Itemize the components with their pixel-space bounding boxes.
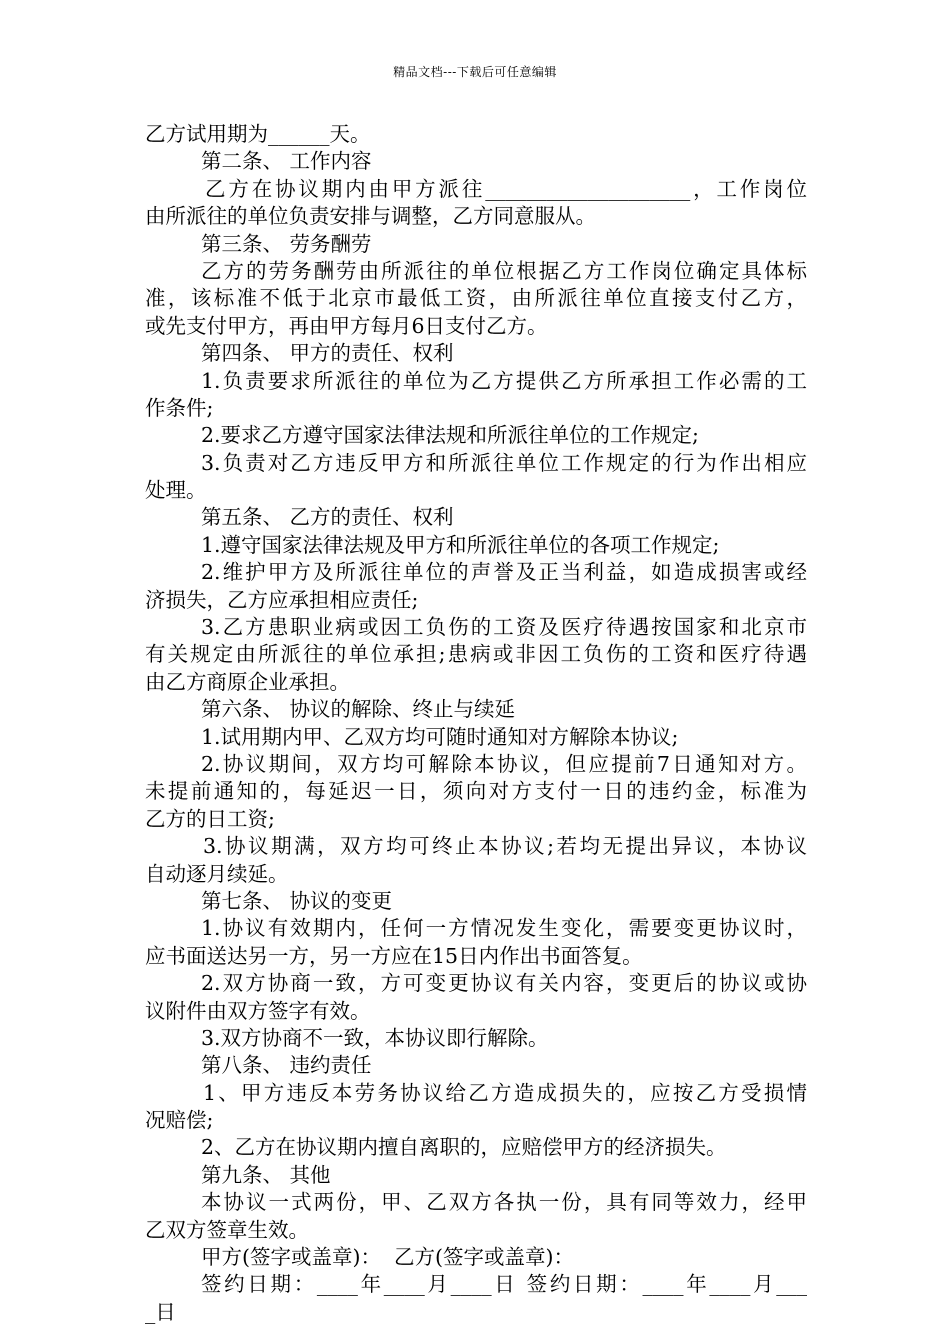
- paragraph-line: 乙方试用期为______天。: [145, 122, 371, 146]
- document-body: [145, 121, 807, 1326]
- section-heading: 第三条、 劳务酬劳: [201, 231, 372, 256]
- paragraph-line: 作条件;: [145, 395, 214, 420]
- paragraph-line: 议附件由双方签字有效。: [145, 998, 371, 1023]
- paragraph-line: 济损失，乙方应承担相应责任;: [145, 587, 419, 612]
- paragraph-line: 签约日期：____年____月____日 签约日期：____年____月___: [201, 1272, 807, 1297]
- paragraph-line: 乙方的日工资;: [145, 806, 275, 831]
- paragraph-line: 乙双方签章生效。: [145, 1217, 309, 1242]
- paragraph-line: 2.双方协商一致，方可变更协议有关内容，变更后的协议或协: [201, 971, 807, 996]
- paragraph-line: 1.遵守国家法律法规及甲方和所派往单位的各项工作规定;: [201, 532, 720, 557]
- paragraph-line: 自动逐月续延。: [145, 861, 289, 886]
- paragraph-line: 2.要求乙方遵守国家法律法规和所派往单位的工作规定;: [201, 423, 699, 448]
- section-heading: 第七条、 协议的变更: [201, 888, 393, 913]
- paragraph-line: 由乙方商原企业承担。: [145, 669, 350, 694]
- paragraph-line: 处理。: [145, 478, 207, 503]
- section-heading: 第四条、 甲方的责任、权利: [201, 341, 454, 366]
- paragraph-line: 2、乙方在协议期内擅自离职的，应赔偿甲方的经济损失。: [201, 1135, 727, 1160]
- section-heading: 第九条、 其他: [201, 1162, 331, 1187]
- paragraph-line: 1.试用期内甲、乙双方均可随时通知对方解除本协议;: [201, 724, 679, 749]
- paragraph-line: 本协议一式两份，甲、乙双方各执一份，具有同等效力，经甲: [201, 1190, 807, 1215]
- section-heading: 第五条、 乙方的责任、权利: [201, 505, 454, 530]
- paragraph-line: 由所派往的单位负责安排与调整，乙方同意服从。: [145, 204, 596, 229]
- paragraph-line: 未提前通知的，每延迟一日，须向对方支付一日的违约金，标准为: [145, 779, 807, 804]
- paragraph-line: 3.双方协商不一致，本协议即行解除。: [201, 1025, 549, 1050]
- paragraph-line: 乙方的劳务酬劳由所派往的单位根据乙方工作岗位确定具体标: [201, 258, 807, 283]
- paragraph-line: 2.协议期间，双方均可解除本协议，但应提前7日通知对方。: [201, 751, 807, 776]
- paragraph-line: 或先支付甲方，再由甲方每月6日支付乙方。: [145, 313, 548, 338]
- paragraph-line: 2.维护甲方及所派往单位的声誉及正当利益，如造成损害或经: [201, 560, 807, 585]
- paragraph-line: 乙方在协议期内由甲方派往____________________，工作岗位: [205, 176, 807, 201]
- paragraph-line: 有关规定由所派往的单位承担;患病或非因工负伤的工资和医疗待遇: [145, 642, 807, 667]
- paragraph-line: 1、甲方违反本劳务协议给乙方造成损失的，应按乙方受损情: [203, 1080, 807, 1105]
- paragraph-line: 准，该标准不低于北京市最低工资，由所派往单位直接支付乙方，: [145, 286, 807, 311]
- paragraph-line: 应书面送达另一方，另一方应在15日内作出书面答复。: [145, 943, 643, 968]
- section-heading: 第八条、 违约责任: [201, 1053, 372, 1078]
- paragraph-line: 甲方(签字或盖章)： 乙方(签字或盖章)：: [201, 1245, 575, 1270]
- paragraph-line: 3.负责对乙方违反甲方和所派往单位工作规定的行为作出相应: [201, 450, 807, 475]
- paragraph-line: 况赔偿;: [145, 1108, 214, 1133]
- paragraph-line: _日: [145, 1299, 176, 1324]
- paragraph-line: 3.协议期满，双方均可终止本协议;若均无提出异议，本协议: [203, 834, 807, 859]
- section-heading: 第六条、 协议的解除、终止与续延: [201, 697, 516, 722]
- paragraph-line: 3.乙方患职业病或因工负伤的工资及医疗待遇按国家和北京市: [201, 615, 807, 640]
- paragraph-line: 1.负责要求所派往的单位为乙方提供乙方所承担工作必需的工: [201, 368, 807, 393]
- page-header: 精品文档---下载后可任意编辑: [393, 65, 557, 79]
- section-heading: 第二条、 工作内容: [201, 149, 372, 174]
- paragraph-line: 1.协议有效期内，任何一方情况发生变化，需要变更协议时，: [201, 916, 807, 941]
